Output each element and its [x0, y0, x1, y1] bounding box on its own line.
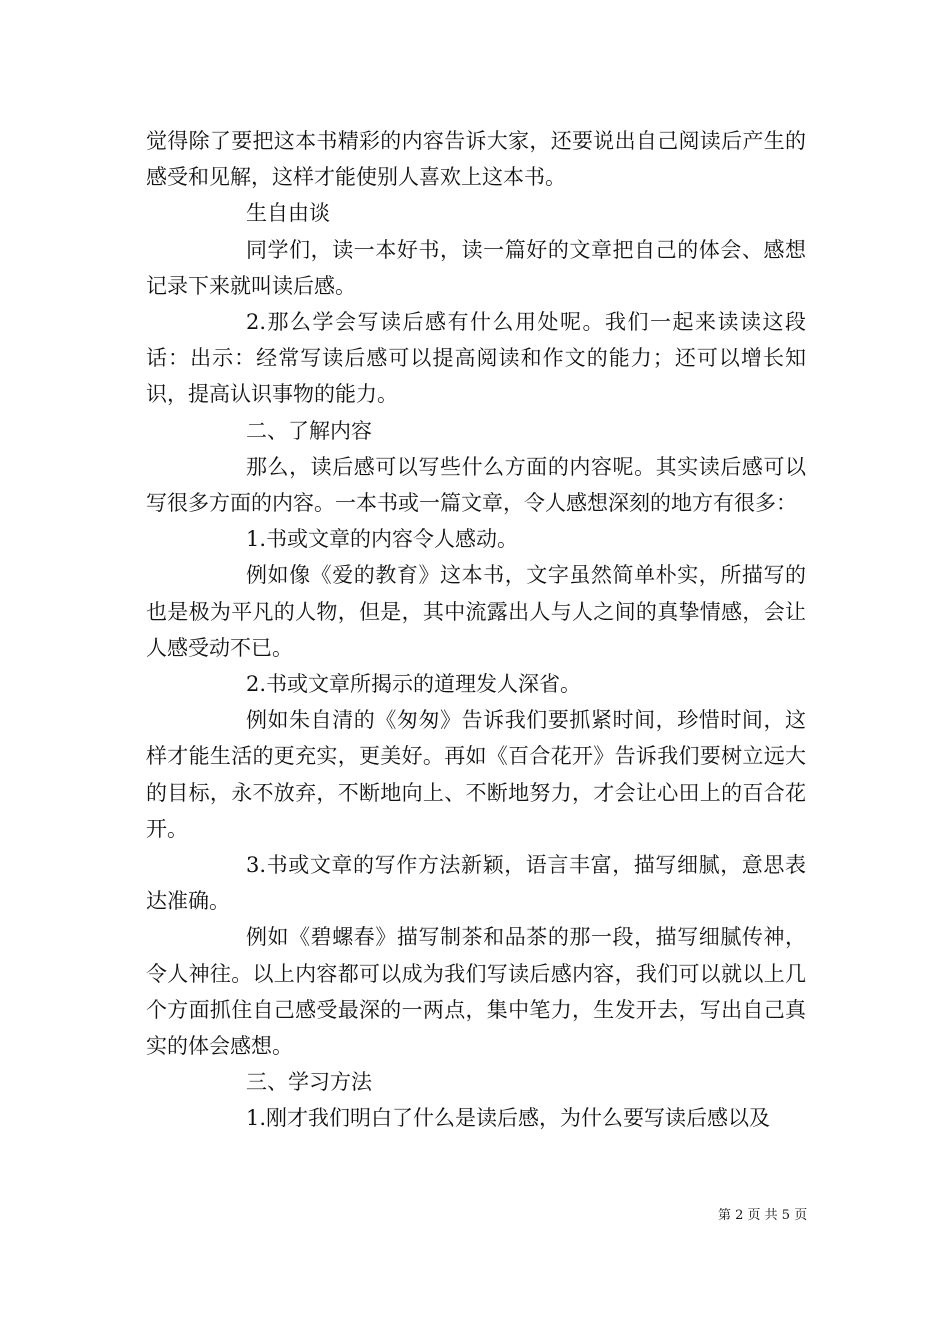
paragraph: 觉得除了要把这本书精彩的内容告诉大家，还要说出自己阅读后产生的感受和见解，这样才能使别人喜欢上这本书。 — [146, 129, 806, 190]
list-item: 2.书或文章所揭示的道理发人深省。 — [246, 672, 582, 697]
paragraph: 例如《碧螺春》描写制茶和品茶的那一段，描写细腻传神，令人神往。以上内容都可以成为我们写读后感内容，我们可以就以上几个方面抓住自己感受最深的一两点，集中笔力，生发开去，写出自己真实的体会感想。 — [146, 925, 806, 1059]
paragraph: 例如像《爱的教育》这本书，文字虽然简单朴实，所描写的也是极为平凡的人物，但是，其中流露出人与人之间的真挚情感，会让人感受动不已。 — [146, 563, 806, 660]
page-footer: 第 2 页 共 5 页 — [718, 1208, 808, 1223]
paragraph: 生自由谈 — [246, 201, 330, 226]
paragraph: 那么，读后感可以写些什么方面的内容呢。其实读后感可以写很多方面的内容。一本书或一篇文章，令人感想深刻的地方有很多： — [146, 454, 806, 516]
paragraph: 同学们，读一本好书，读一篇好的文章把自己的体会、感想记录下来就叫读后感。 — [146, 237, 806, 298]
paragraph: 2.那么学会写读后感有什么用处呢。我们一起来读读这段话：出示：经常写读后感可以提高阅读和作文的能力；还可以增长知识，提高认识事物的能力。 — [146, 310, 806, 407]
paragraph: 例如朱自清的《匆匆》告诉我们要抓紧时间，珍惜时间，这样才能生活的更充实，更美好。再如《百合花开》告诉我们要树立远大的目标，永不放弃，不断地向上、不断地努力，才会让心田上的百合花开。 — [146, 708, 806, 841]
list-item: 1.刚才我们明白了什么是读后感，为什么要写读后感以及 — [246, 1106, 771, 1131]
section-heading: 二、了解内容 — [246, 418, 372, 443]
list-item: 1.书或文章的内容令人感动。 — [246, 527, 519, 552]
body-text — [146, 123, 806, 1137]
list-item: 3.书或文章的写作方法新颖，语言丰富，描写细腻，意思表达准确。 — [146, 853, 806, 914]
section-heading: 三、学习方法 — [246, 1070, 372, 1095]
